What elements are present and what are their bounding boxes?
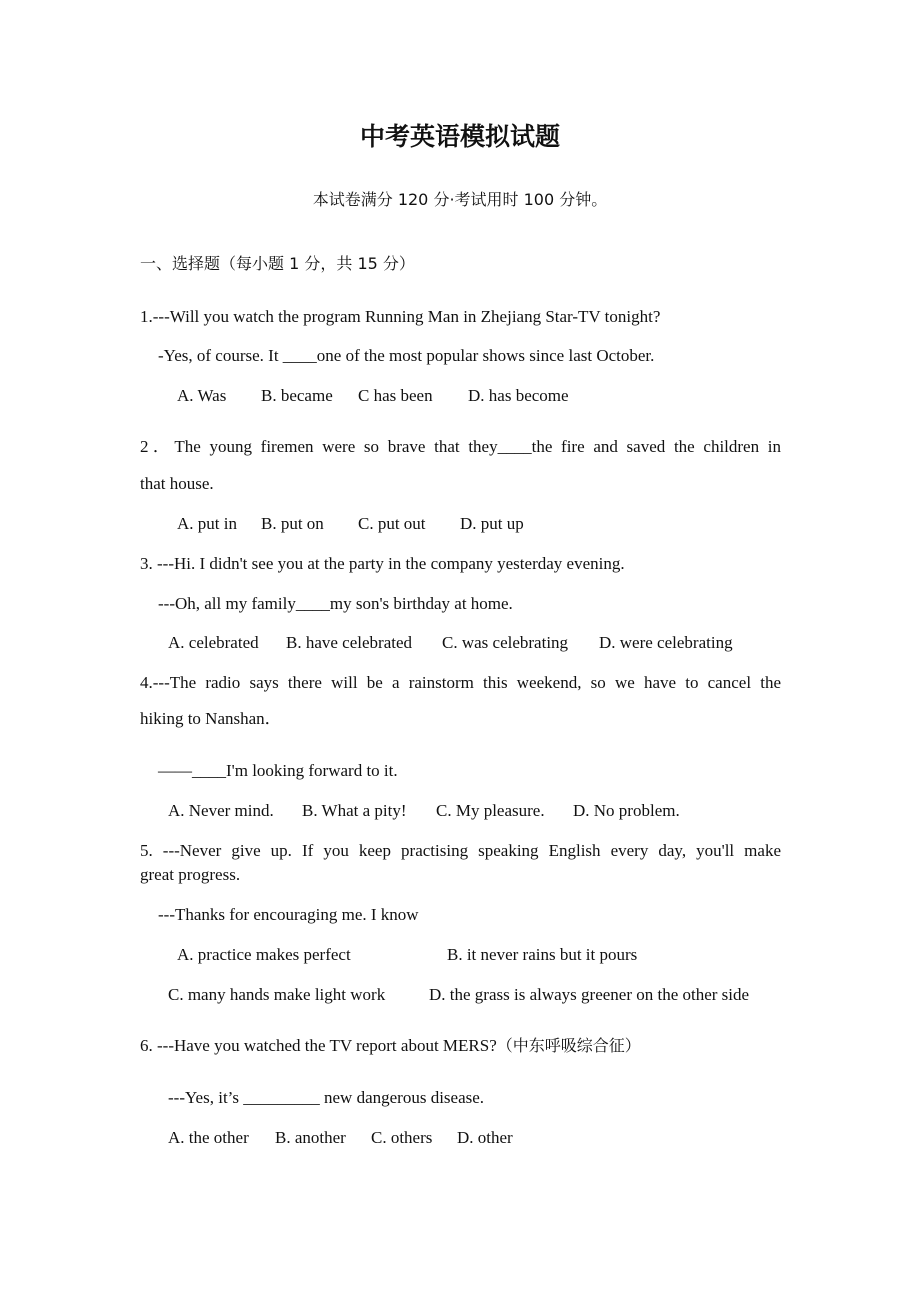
- question-6-english: 6. ---Have you watched the TV report about MERS?: [140, 1036, 497, 1055]
- question-2-option-a: A. put in: [177, 514, 237, 533]
- question-2-option-c: C. put out: [358, 514, 426, 533]
- question-2-text-continued: that house.: [140, 474, 214, 493]
- question-6-option-a: A. the other: [168, 1128, 249, 1147]
- question-1-option-b: B. became: [261, 386, 333, 405]
- question-4-option-b: B. What a pity!: [302, 801, 407, 820]
- question-4-text-continued: hiking to Nanshan．: [140, 709, 282, 728]
- question-5-response: ---Thanks for encouraging me. I know: [158, 905, 419, 924]
- question-3-option-d: D. were celebrating: [599, 633, 733, 652]
- question-5-text-continued: great progress.: [140, 865, 241, 884]
- question-6-chinese-note: （中东呼吸综合征）: [496, 1036, 641, 1055]
- question-3-text: 3. ---Hi. I didn't see you at the party in the company yesterday evening.: [140, 554, 625, 573]
- question-6-option-c: C. others: [371, 1128, 433, 1147]
- question-1-text: 1.---Will you watch the program Running Man in Zhejiang Star-TV tonight?: [140, 307, 661, 326]
- question-2-option-b: B. put on: [261, 514, 324, 533]
- question-6-option-b: B. another: [275, 1128, 346, 1147]
- question-5-option-c: C. many hands make light work: [168, 985, 386, 1004]
- question-5-option-b: B. it never rains but it pours: [447, 945, 638, 964]
- section-heading: 一、选择题（每小题 1 分，共 15 分）: [140, 254, 415, 273]
- question-1-option-a: A. Was: [177, 386, 227, 405]
- page-title: 中考英语模拟试题: [359, 122, 560, 151]
- question-5-option-a: A. practice makes perfect: [177, 945, 351, 964]
- question-3-option-a: A. celebrated: [168, 633, 259, 652]
- exam-info: 本试卷满分 120 分·考试用时 100 分钟。: [312, 190, 608, 209]
- question-3-option-c: C. was celebrating: [442, 633, 569, 652]
- question-4-option-d: D. No problem.: [573, 801, 680, 820]
- question-3-option-b: B. have celebrated: [286, 633, 413, 652]
- question-4-response: ——____I'm looking forward to it.: [158, 761, 398, 780]
- question-5-text: 5. ---Never give up. If you keep practising speaking English every day, you'll make: [140, 841, 781, 860]
- question-2-option-d: D. put up: [460, 514, 524, 533]
- question-4-option-c: C. My pleasure.: [436, 801, 545, 820]
- question-6-text: [140, 1036, 641, 1056]
- question-2-text: 2．The young firemen were so brave that they____the fire and saved the children in: [140, 437, 781, 456]
- question-4-text: 4.---The radio says there will be a rainstorm this weekend, so we have to cancel the: [140, 673, 781, 692]
- question-5-option-d: D. the grass is always greener on the other side: [429, 985, 750, 1004]
- question-4-option-a: A. Never mind.: [168, 801, 274, 820]
- question-6-response: ---Yes, it’s _________ new dangerous disease.: [168, 1088, 485, 1107]
- question-1-response: -Yes, of course. It ____one of the most popular shows since last October.: [158, 346, 655, 365]
- question-1-option-d: D. has become: [468, 386, 569, 405]
- question-3-response: ---Oh, all my family____my son's birthday at home.: [158, 594, 513, 613]
- question-6-option-d: D. other: [457, 1128, 513, 1147]
- question-1-option-c: C has been: [358, 386, 433, 405]
